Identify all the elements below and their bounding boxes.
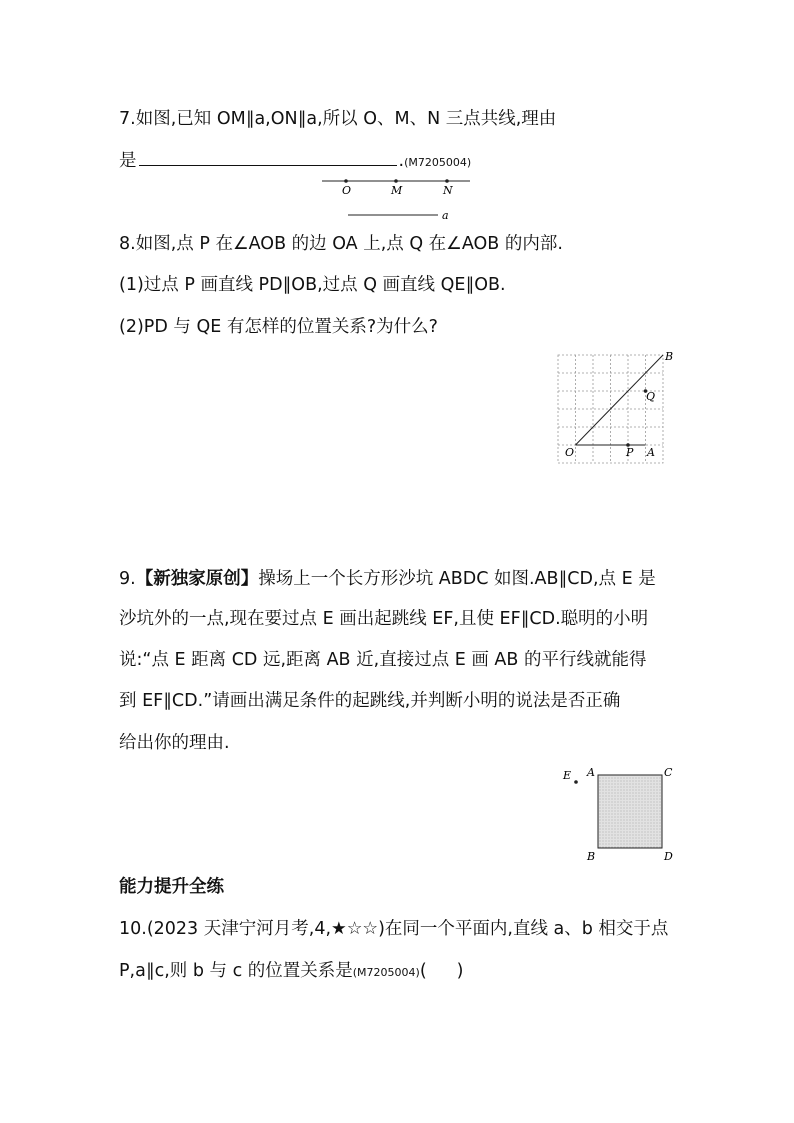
point-n xyxy=(445,179,449,183)
q7-line1: 7.如图,已知 OM∥a,ON∥a,所以 O、M、N 三点共线,理由 xyxy=(119,109,557,129)
q10-line2-text: P,a∥c,则 b 与 c 的位置关系是 xyxy=(119,961,353,981)
q9-line4: 到 EF∥CD.”请画出满足条件的起跳线,并判断小明的说法是否正确 xyxy=(119,691,621,711)
q8-line2: (1)过点 P 画直线 PD∥OB,过点 Q 画直线 QE∥OB. xyxy=(119,275,506,295)
q9-number: 9. xyxy=(119,569,136,589)
q7-line2-prefix: 是 xyxy=(119,151,137,171)
label-d: D xyxy=(664,850,673,863)
label-o: O xyxy=(342,184,352,197)
q7-code: (M7205004) xyxy=(404,156,472,169)
q9-figure xyxy=(560,762,682,864)
q9-tag: 【新独家原创】 xyxy=(135,569,259,589)
q8-line1: 8.如图,点 P 在∠AOB 的边 OA 上,点 Q 在∠AOB 的内部. xyxy=(119,234,563,254)
point-m xyxy=(394,179,398,183)
label-a: A xyxy=(587,766,595,779)
q7-figure xyxy=(318,172,478,224)
label-b: B xyxy=(665,350,674,363)
q9-line1-rest: 操场上一个长方形沙坑 ABDC 如图.AB∥CD,点 E 是 xyxy=(258,569,656,589)
label-o: O xyxy=(565,446,575,459)
label-a: A xyxy=(647,446,655,459)
q7-answer-blank[interactable] xyxy=(139,149,397,166)
label-q: Q xyxy=(646,390,656,403)
q9-line2: 沙坑外的一点,现在要过点 E 画出起跳线 EF,且使 EF∥CD.聪明的小明 xyxy=(119,609,649,629)
section-title: 能力提升全练 xyxy=(119,877,224,897)
label-c: C xyxy=(664,766,673,779)
sandpit-abdc xyxy=(598,775,662,848)
label-m: M xyxy=(391,184,403,197)
q8-figure xyxy=(555,350,680,466)
label-a: a xyxy=(442,209,449,222)
q10-code: (M7205004) xyxy=(352,966,420,979)
label-b: B xyxy=(587,850,596,863)
q7-line2-suffix: . xyxy=(398,151,405,171)
point-e xyxy=(574,780,578,784)
q10-answer-open: ( xyxy=(419,961,427,981)
label-n: N xyxy=(443,184,453,197)
q10-answer-close: ) xyxy=(456,961,464,981)
q10-line1: 10.(2023 天津宁河月考,4,★☆☆)在同一个平面内,直线 a、b 相交于点 xyxy=(119,919,669,939)
q9-line5: 给出你的理由. xyxy=(119,733,230,753)
q8-line3: (2)PD 与 QE 有怎样的位置关系?为什么? xyxy=(119,317,438,337)
point-o xyxy=(344,179,348,183)
q9-line3: 说:“点 E 距离 CD 远,距离 AB 近,直接过点 E 画 AB 的平行线就能得 xyxy=(119,650,647,670)
q10-line2 xyxy=(119,959,464,985)
label-e: E xyxy=(563,769,572,782)
q9-line1 xyxy=(119,567,656,591)
label-p: P xyxy=(626,446,634,459)
